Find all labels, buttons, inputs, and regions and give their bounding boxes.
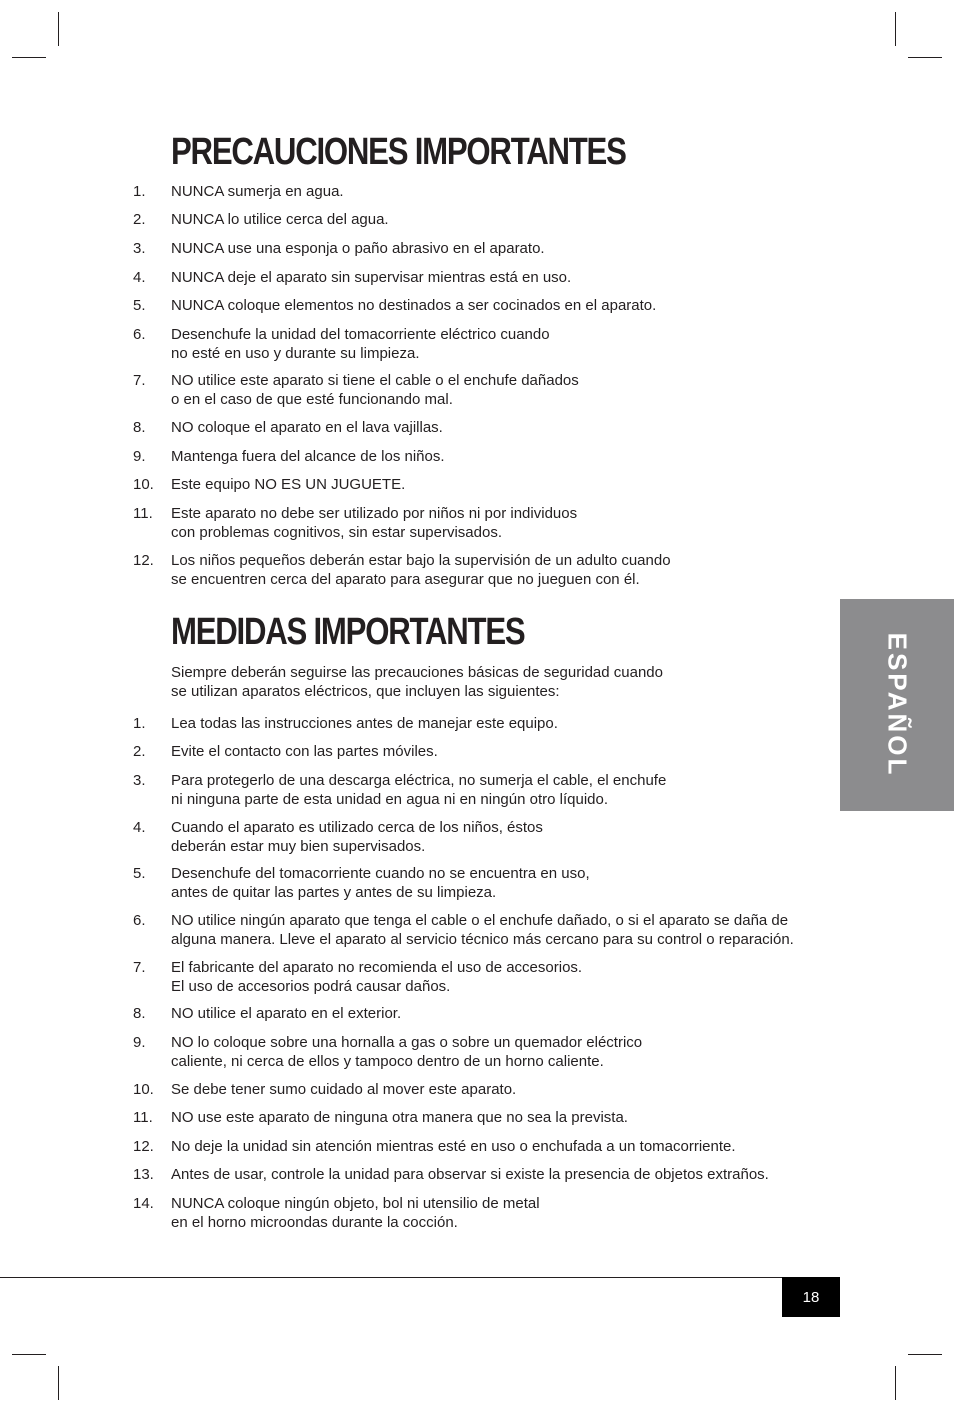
crop-mark	[58, 12, 59, 46]
crop-mark	[12, 57, 46, 58]
item-number: 7.	[133, 959, 146, 976]
item-number: 10.	[133, 1081, 154, 1098]
item-text: No deje la unidad sin atención mientras esté en uso o enchufada a un tomacorriente.	[171, 1138, 736, 1155]
item-number: 2.	[133, 211, 146, 228]
item-number: 3.	[133, 772, 146, 789]
item-text: Para protegerlo de una descarga eléctrica, no sumerja el cable, el enchufe ni ninguna parte de esta unidad en agua ni en ningún otro líquido.	[171, 772, 667, 808]
item-number: 10.	[133, 476, 154, 493]
footer-rule	[0, 1277, 840, 1278]
item-text: Mantenga fuera del alcance de los niños.	[171, 448, 445, 465]
item-number: 12.	[133, 1138, 154, 1155]
item-number: 11.	[133, 505, 153, 522]
item-text: Cuando el aparato es utilizado cerca de los niños, éstos deberán estar muy bien supervisados.	[171, 819, 543, 855]
item-number: 8.	[133, 419, 146, 436]
item-number: 5.	[133, 865, 146, 882]
crop-mark	[895, 12, 896, 46]
item-text: Antes de usar, controle la unidad para observar si existe la presencia de objetos extraños.	[171, 1166, 769, 1183]
language-tab	[840, 599, 954, 811]
item-text: Desenchufe del tomacorriente cuando no se encuentra en uso, antes de quitar las partes y antes de su limpieza.	[171, 865, 590, 901]
item-number: 4.	[133, 819, 146, 836]
crop-mark	[908, 57, 942, 58]
item-text: NUNCA lo utilice cerca del agua.	[171, 211, 389, 228]
item-text: NO utilice ningún aparato que tenga el cable o el enchufe dañado, o si el aparato se daña de alguna manera. Lleve el aparato al servicio técnico más cercano para su control o reparación.	[171, 912, 794, 948]
crop-mark	[908, 1354, 942, 1355]
section-intro: Siempre deberán seguirse las precauciones básicas de seguridad cuando se utilizan aparatos eléctricos, que incluyen las siguientes:	[171, 664, 663, 700]
item-text: El fabricante del aparato no recomienda el uso de accesorios. El uso de accesorios podrá causar daños.	[171, 959, 583, 995]
item-text: NO utilice este aparato si tiene el cable o el enchufe dañados o en el caso de que esté funcionando mal.	[171, 372, 579, 408]
section-title-precauciones: PRECAUCIONES IMPORTANTES	[171, 131, 626, 173]
item-number: 6.	[133, 326, 146, 343]
item-text: NO utilice el aparato en el exterior.	[171, 1005, 402, 1022]
item-number: 3.	[133, 240, 146, 257]
item-text: NO lo coloque sobre una hornalla a gas o sobre un quemador eléctrico caliente, ni cerca de ellos y tampoco dentro de un horno caliente.	[171, 1034, 643, 1070]
item-number: 13.	[133, 1166, 154, 1183]
crop-mark	[12, 1354, 46, 1355]
item-text: NO use este aparato de ninguna otra manera que no sea la prevista.	[171, 1109, 628, 1126]
item-text: Se debe tener sumo cuidado al mover este aparato.	[171, 1081, 517, 1098]
item-text: NO coloque el aparato en el lava vajillas.	[171, 419, 443, 436]
item-number: 6.	[133, 912, 146, 929]
item-text: Lea todas las instrucciones antes de manejar este equipo.	[171, 715, 558, 732]
item-text: Este equipo NO ES UN JUGUETE.	[171, 476, 406, 493]
item-number: 14.	[133, 1195, 154, 1212]
item-number: 1.	[133, 183, 146, 200]
item-number: 12.	[133, 552, 154, 569]
item-text: Este aparato no debe ser utilizado por niños ni por individuos con problemas cognitivos, sin estar supervisados.	[171, 505, 578, 541]
item-number: 9.	[133, 448, 146, 465]
item-text: NUNCA use una esponja o paño abrasivo en el aparato.	[171, 240, 545, 257]
language-tab-label: ESPAÑOL	[882, 632, 913, 778]
item-number: 8.	[133, 1005, 146, 1022]
item-number: 1.	[133, 715, 146, 732]
item-text: NUNCA sumerja en agua.	[171, 183, 344, 200]
item-text: Desenchufe la unidad del tomacorriente eléctrico cuando no esté en uso y durante su limpieza.	[171, 326, 550, 362]
section-title-medidas: MEDIDAS IMPORTANTES	[171, 611, 525, 653]
item-text: Los niños pequeños deberán estar bajo la supervisión de un adulto cuando se encuentren cerca del aparato para asegurar que no jueguen con él.	[171, 552, 671, 588]
crop-mark	[58, 1366, 59, 1400]
item-number: 7.	[133, 372, 146, 389]
item-number: 4.	[133, 269, 146, 286]
item-number: 11.	[133, 1109, 153, 1126]
item-text: NUNCA coloque ningún objeto, bol ni utensilio de metal en el horno microondas durante la cocción.	[171, 1195, 540, 1231]
item-number: 9.	[133, 1034, 146, 1051]
item-text: Evite el contacto con las partes móviles.	[171, 743, 438, 760]
crop-mark	[895, 1366, 896, 1400]
item-text: NUNCA coloque elementos no destinados a ser cocinados en el aparato.	[171, 297, 657, 314]
page-number: 18	[782, 1277, 840, 1317]
item-text: NUNCA deje el aparato sin supervisar mientras está en uso.	[171, 269, 572, 286]
item-number: 2.	[133, 743, 146, 760]
item-number: 5.	[133, 297, 146, 314]
